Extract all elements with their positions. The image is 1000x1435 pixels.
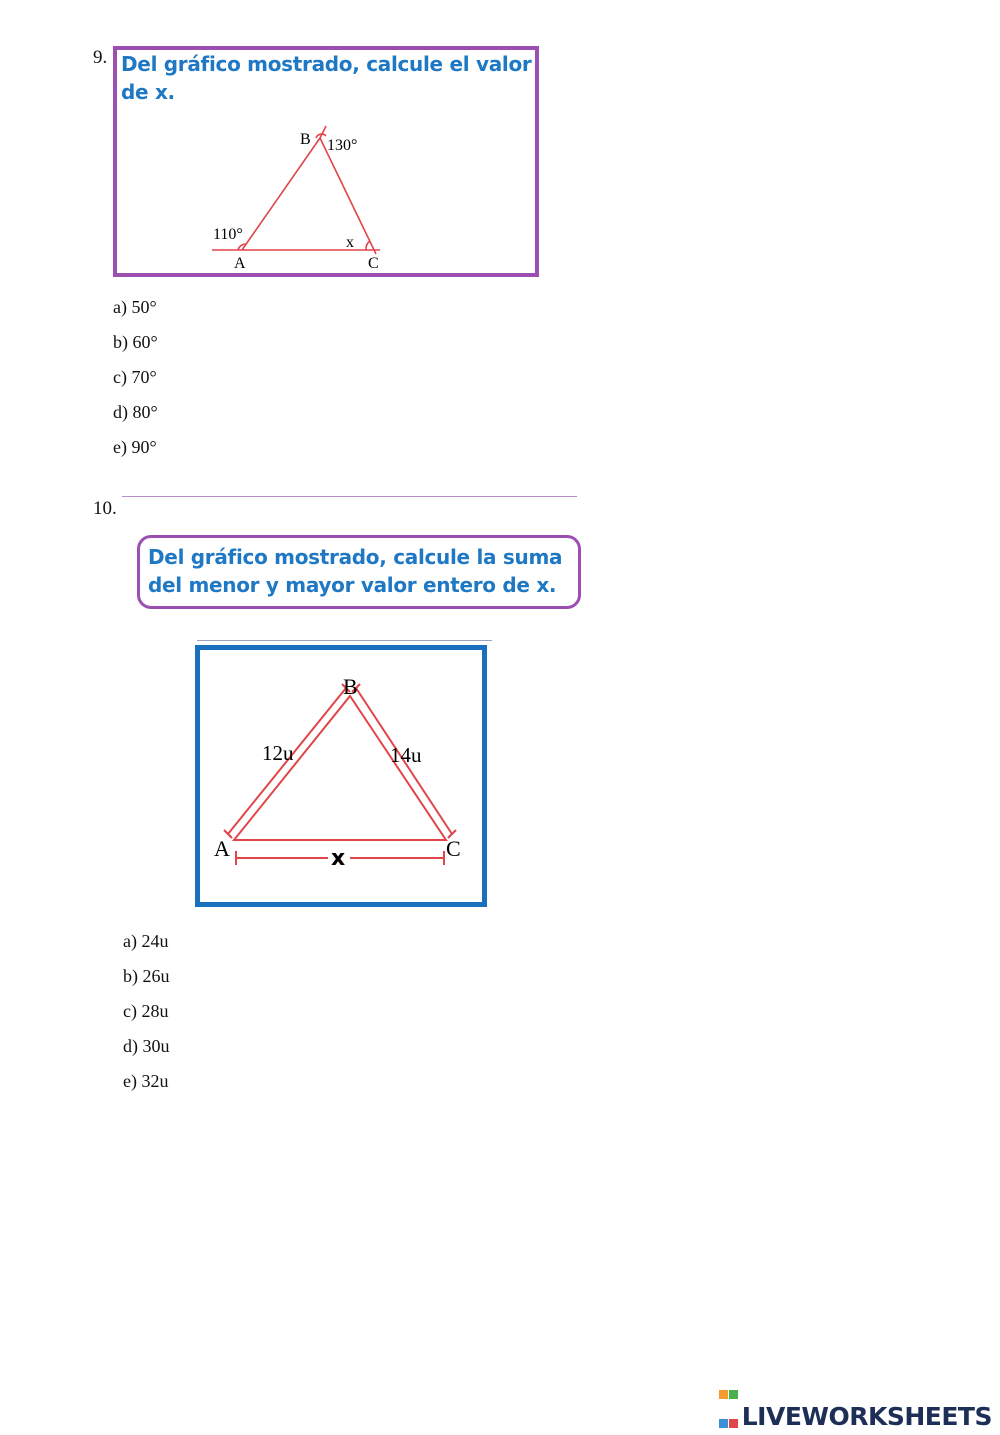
divider-line (122, 496, 577, 497)
q10-option-c[interactable]: c) 28u (123, 1001, 169, 1021)
side-ab-label: 12u (262, 741, 294, 765)
liveworksheets-logo (719, 1377, 992, 1435)
q10-option-a[interactable]: a) 24u (123, 931, 169, 951)
q9-option-d[interactable]: d) 80° (113, 402, 158, 422)
angle-b-value: 130° (327, 137, 358, 154)
label-c: C (446, 836, 461, 861)
question-9-number: 9. (93, 47, 108, 68)
angle-a-value: 110° (213, 226, 243, 243)
question-10-figure (200, 650, 482, 902)
figure-top-line (197, 640, 492, 641)
angle-c-value: x (346, 234, 354, 251)
label-b: B (343, 674, 358, 699)
q9-option-b[interactable]: b) 60° (113, 332, 158, 352)
side-bc-label: 14u (390, 743, 422, 767)
triangle (234, 696, 446, 840)
q10-option-e[interactable]: e) 32u (123, 1071, 169, 1091)
label-b: B (300, 131, 311, 148)
question-10-number: 10. (93, 498, 117, 519)
q10-option-b[interactable]: b) 26u (123, 966, 170, 986)
q10-option-d[interactable]: d) 30u (123, 1036, 170, 1056)
label-c: C (368, 255, 379, 272)
side-ab (242, 138, 320, 250)
question-9-prompt: Del gráfico mostrado, calcule el valor de x. (121, 52, 532, 104)
logo-grid-icon (719, 1377, 739, 1435)
question-10-prompt: Del gráfico mostrado, calcule la suma del menor y mayor valor entero de x. (148, 545, 563, 597)
label-a: A (214, 836, 230, 861)
brand-name: LIVEWORKSHEETS (741, 1402, 992, 1431)
label-a: A (234, 255, 246, 272)
question-9-figure (200, 120, 400, 275)
q9-option-c[interactable]: c) 70° (113, 367, 157, 387)
angle-arc-c (366, 241, 370, 250)
q9-option-e[interactable]: e) 90° (113, 437, 157, 457)
q9-option-a[interactable]: a) 50° (113, 297, 157, 317)
side-ac-label: x (331, 846, 346, 871)
